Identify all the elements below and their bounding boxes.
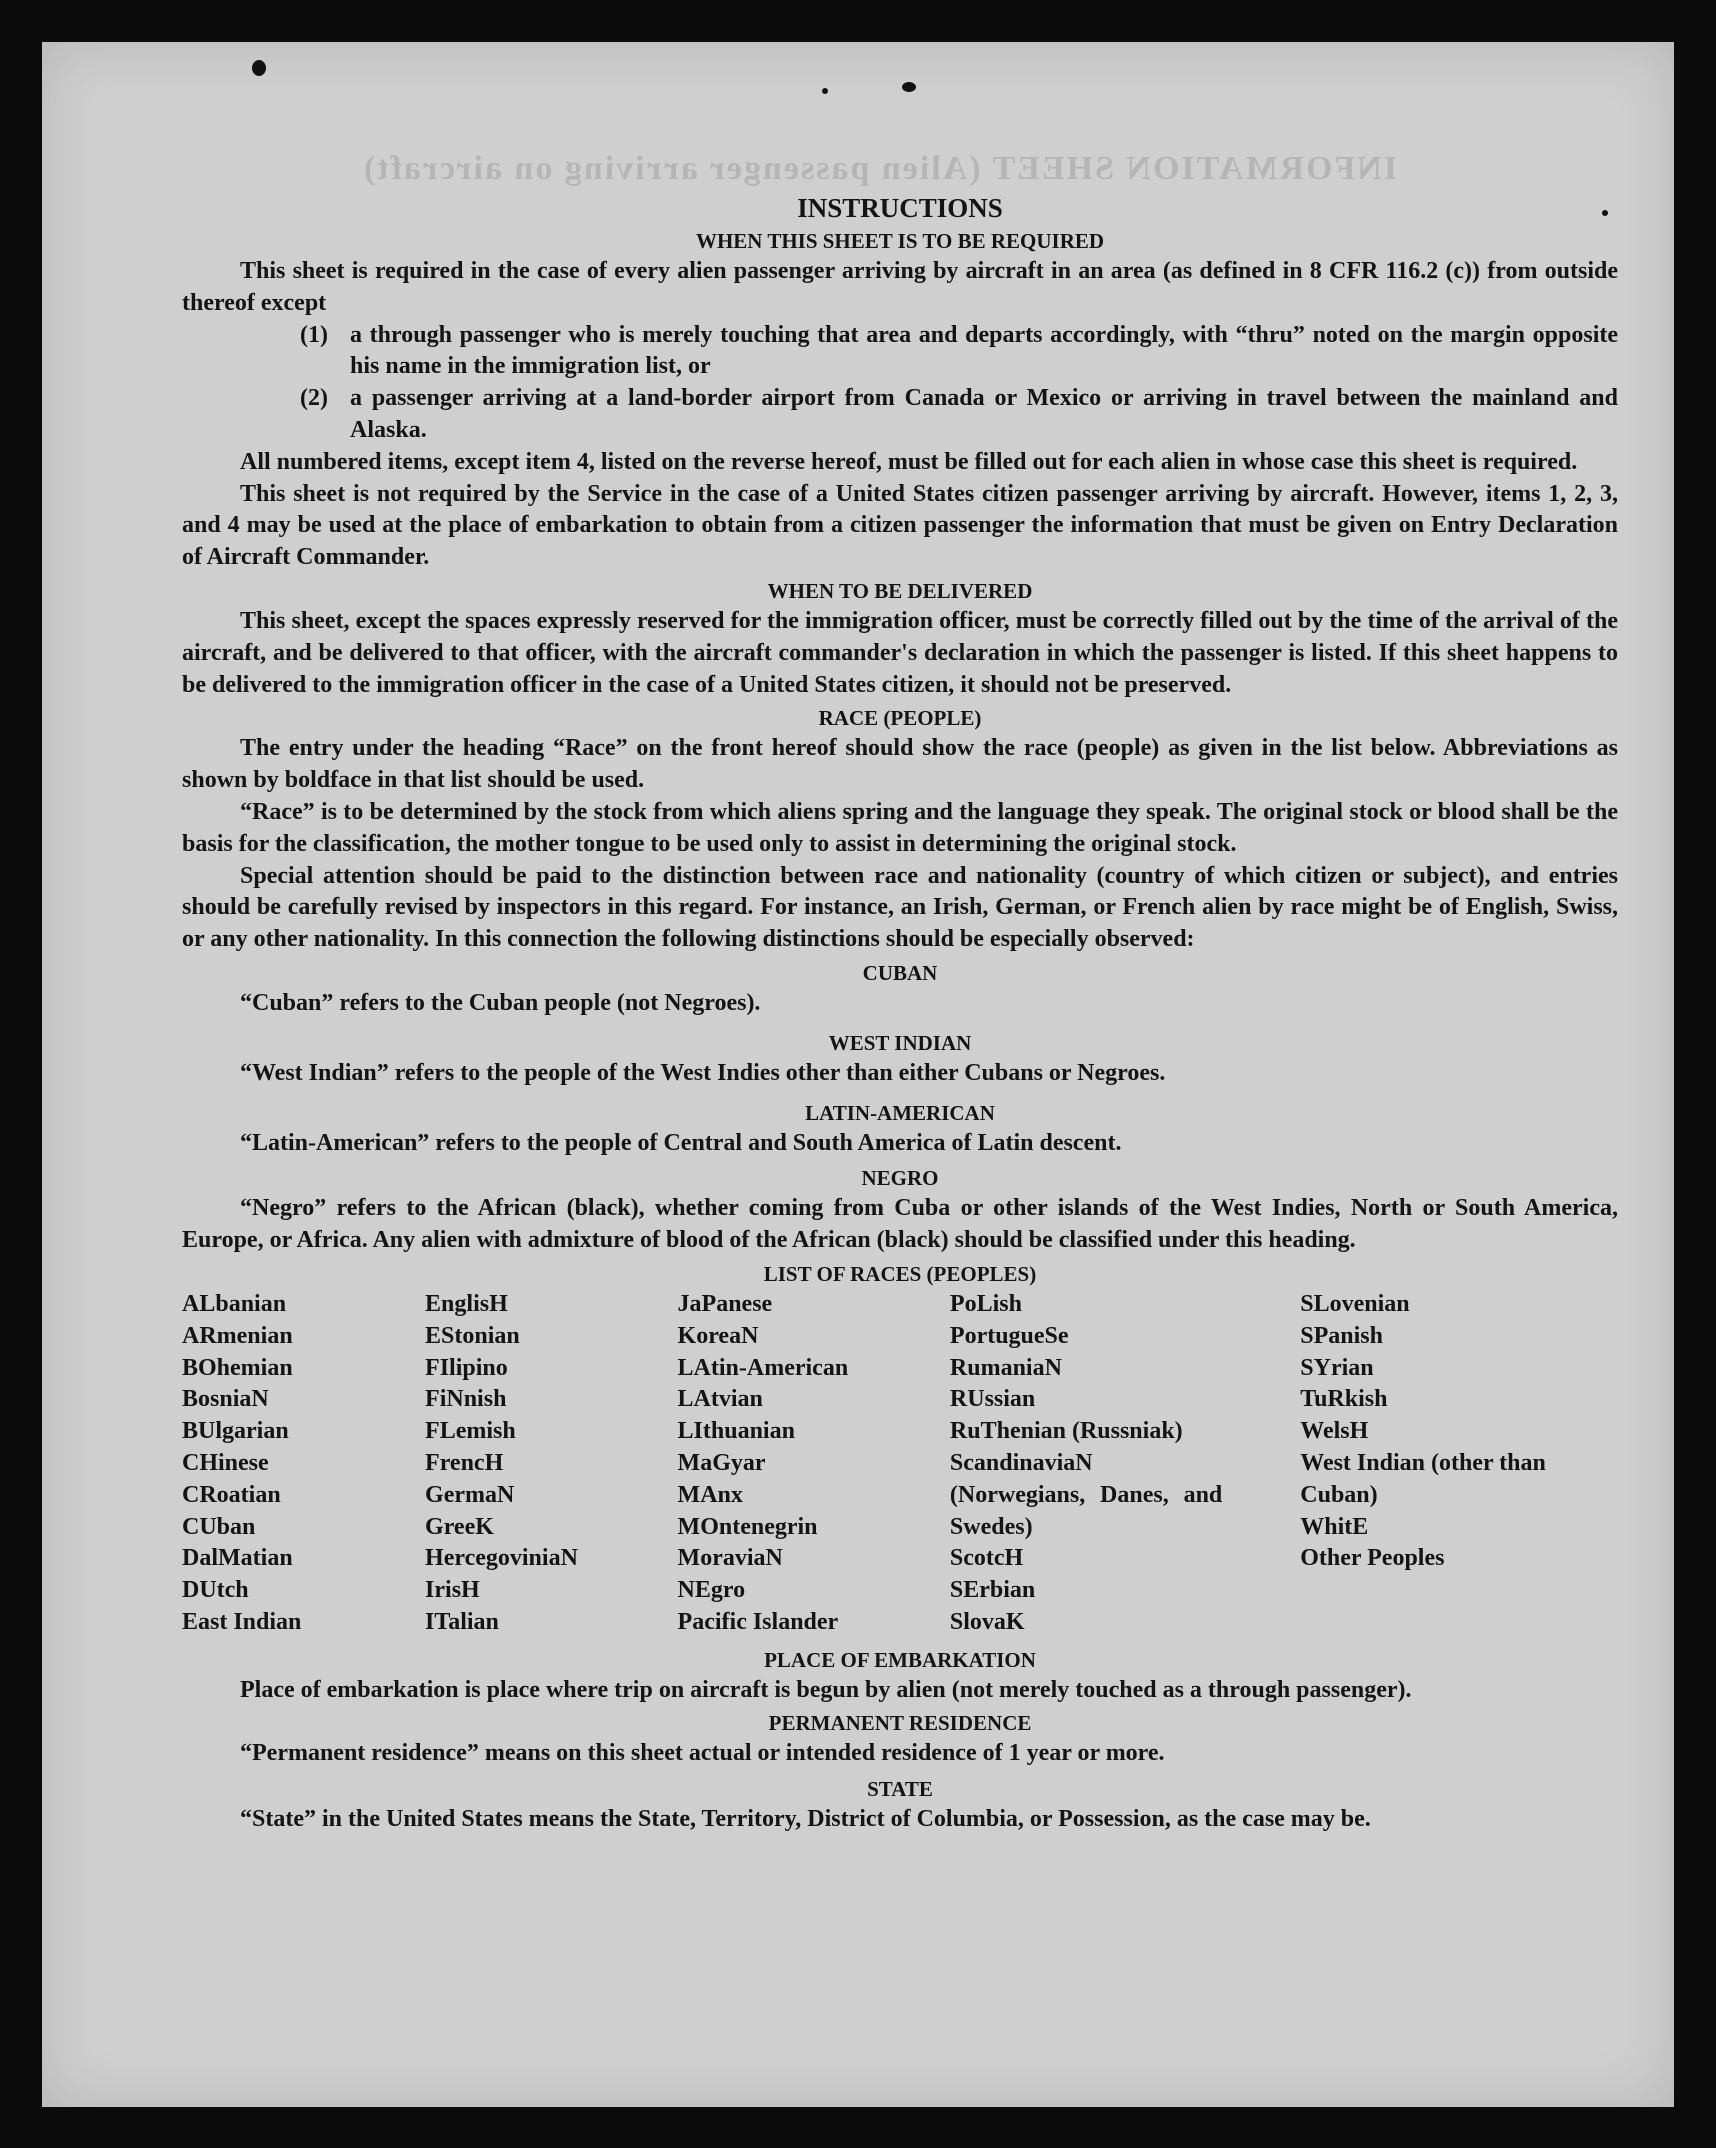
paragraph-numbered-items: All numbered items, except item 4, listed on the reverse hereof, must be filled out for each alien in whose case this sheet is required. xyxy=(240,448,1578,475)
race-entry: DUtch xyxy=(182,1577,249,1604)
race-entry: ITalian xyxy=(425,1608,499,1635)
paragraph-permanent-residence: “Permanent residence” means on this sheet actual or intended residence of 1 year or more. xyxy=(240,1740,1165,1767)
paragraph-citizen: This sheet is not required by the Service in the case of a United States citizen passenger arriving by aircraft. However, items 1, 2, 3, and 4 may be used at the place of embarkation to obtain from a citizen passenger the information that must be given on Entry Declaration of Aircraft Commander. xyxy=(182,480,1618,571)
race-entry: NEgro xyxy=(677,1577,746,1604)
heading-permanent-residence: PERMANENT RESIDENCE xyxy=(768,1711,1032,1736)
heading-when-required: WHEN THIS SHEET IS TO BE REQUIRED xyxy=(695,229,1105,253)
item-number: (2) xyxy=(300,385,328,412)
race-entry: KoreaN xyxy=(677,1322,759,1349)
heading-negro: NEGRO xyxy=(861,1166,939,1191)
race-entry: PortugueSe xyxy=(949,1322,1069,1349)
paragraph-race-3: Special attention should be paid to the distinction between race and nationality (country of which citizen or subject), and entries should be carefully revised by inspectors in this regard. For instance, an Irish, German, or French alien by race might be of English, Swiss, or any other nationality. In this connection the following distinctions should be especially observed: xyxy=(182,862,1618,953)
page-title: INSTRUCTIONS xyxy=(797,193,1003,223)
paragraph-race-2: “Race” is to be determined by the stock from which aliens spring and the language they speak. The original stock or blood shall be the basis for the classification, the mother tongue to be used only to assist in determining the original stock. xyxy=(182,798,1618,857)
race-entry: WhitE xyxy=(1300,1513,1369,1540)
race-entry: SLovenian xyxy=(1300,1290,1410,1317)
paragraph-embarkation: Place of embarkation is place where trip on aircraft is begun by alien (not merely touched as a through passenger). xyxy=(240,1676,1412,1703)
race-entry: RUssian xyxy=(949,1386,1036,1413)
race-entry: GermaN xyxy=(425,1481,515,1508)
heading-list-of-races: LIST OF RACES (PEOPLES) xyxy=(763,1261,1037,1286)
race-entry: EnglisH xyxy=(425,1290,508,1317)
race-entry: EStonian xyxy=(425,1322,520,1349)
paragraph-state: “State” in the United States means the State, Territory, District of Columbia, or Possession, as the case may be. xyxy=(240,1806,1371,1833)
race-entry: MoraviaN xyxy=(677,1545,783,1572)
race-entry: PoLish xyxy=(949,1290,1022,1317)
race-entry: LIthuanian xyxy=(677,1418,795,1445)
race-entry: ALbanian xyxy=(182,1290,287,1317)
race-entry: West Indian (other than Cuban) xyxy=(1300,1449,1546,1508)
race-entry: ScotcH xyxy=(949,1545,1024,1572)
race-entry: RuThenian (Russniak) xyxy=(949,1418,1183,1445)
race-entry: SYrian xyxy=(1300,1354,1374,1381)
race-entry: JaPanese xyxy=(677,1290,773,1317)
race-entry: MOntenegrin xyxy=(677,1513,818,1540)
race-entry: BosniaN xyxy=(182,1386,269,1413)
item-text: a passenger arriving at a land-border airport from Canada or Mexico or arriving in travel between the mainland and Alaska. xyxy=(350,385,1618,443)
race-entry: FIlipino xyxy=(425,1354,508,1381)
race-column-2 xyxy=(425,1289,678,1639)
race-entry: DalMatian xyxy=(182,1545,293,1572)
race-entry: IrisH xyxy=(425,1577,480,1604)
race-entry: East Indian xyxy=(182,1608,302,1635)
race-entry: BUlgarian xyxy=(182,1418,289,1445)
race-list xyxy=(182,1289,1618,1639)
instructions-body xyxy=(182,192,1618,1836)
ink-speck xyxy=(822,88,828,94)
paragraph-delivery: This sheet, except the spaces expressly reserved for the immigration officer, must be correctly filled out by the time of the arrival of the aircraft, and be delivered to that officer, with the aircraft commander's declaration in which the passenger is listed. If this sheet happens to be delivered to the immigration officer in the case of a United States citizen, it should not be preserved. xyxy=(182,607,1618,698)
race-entry: Pacific Islander xyxy=(677,1608,839,1635)
heading-west-indian: WEST INDIAN xyxy=(828,1030,972,1055)
heading-cuban: CUBAN xyxy=(862,960,938,985)
race-entry: FiNnish xyxy=(425,1386,507,1413)
race-entry: LAtvian xyxy=(677,1386,763,1413)
paragraph-negro: “Negro” refers to the African (black), whether coming from Cuba or other islands of the West Indies, North or South America, Europe, or Africa. Any alien with admixture of blood of the African (black) should be classified under this heading. xyxy=(182,1195,1618,1254)
document-page xyxy=(42,42,1674,2107)
race-entry: GreeK xyxy=(425,1513,494,1540)
race-entry: MaGyar xyxy=(677,1449,766,1476)
race-entry: FrencH xyxy=(425,1449,504,1476)
paragraph-latin-american: “Latin-American” refers to the people of Central and South America of Latin descent. xyxy=(240,1129,1122,1156)
race-entry: RumaniaN xyxy=(949,1354,1062,1381)
race-entry: FLemish xyxy=(425,1418,516,1445)
race-column-1 xyxy=(182,1289,425,1639)
race-entry: SErbian xyxy=(949,1577,1036,1604)
exception-item-1 xyxy=(182,320,1618,384)
race-column-3 xyxy=(678,1289,950,1639)
paragraph-west-indian: “West Indian” refers to the people of the West Indies other than either Cubans or Negroes. xyxy=(240,1059,1166,1086)
race-entry: SPanish xyxy=(1300,1322,1383,1349)
paragraph-race-1: The entry under the heading “Race” on the front hereof should show the race (people) as given in the list below. Abbreviations as shown by boldface in that list should be used. xyxy=(182,735,1618,794)
heading-embarkation: PLACE OF EMBARKATION xyxy=(764,1647,1036,1672)
race-entry: WelsH xyxy=(1300,1418,1369,1445)
race-entry: CHinese xyxy=(182,1449,269,1476)
race-entry: TuRkish xyxy=(1300,1386,1388,1413)
race-entry: HercegoviniaN xyxy=(425,1545,578,1572)
heading-latin-american: LATIN-AMERICAN xyxy=(805,1100,995,1125)
race-entry: MAnx xyxy=(677,1481,743,1508)
ink-speck xyxy=(252,60,266,76)
race-entry: Other Peoples xyxy=(1300,1545,1445,1572)
race-entry: ScandinaviaN (Norwegians, Danes, and Swedes) xyxy=(949,1449,1223,1540)
race-entry: LAtin-American xyxy=(677,1354,849,1381)
item-number: (1) xyxy=(300,321,328,348)
heading-race: RACE (PEOPLE) xyxy=(818,706,982,731)
race-column-5 xyxy=(1222,1289,1618,1639)
race-entry: BOhemian xyxy=(182,1354,293,1381)
heading-state: STATE xyxy=(867,1777,933,1802)
race-entry: ARmenian xyxy=(182,1322,293,1349)
bleed-through-text: INFORMATION SHEET (Alien passenger arriving on aircraft) xyxy=(362,150,1398,187)
paragraph-cuban: “Cuban” refers to the Cuban people (not Negroes). xyxy=(240,989,761,1016)
race-entry: CRoatian xyxy=(182,1481,281,1508)
race-entry: SlovaK xyxy=(949,1608,1025,1635)
item-text: a through passenger who is merely touching that area and departs accordingly, with “thru” noted on the margin opposite his name in the immigration list, or xyxy=(350,321,1618,380)
exception-item-2 xyxy=(182,383,1618,447)
paragraph-required-intro: This sheet is required in the case of every alien passenger arriving by aircraft in an area (as defined in 8 CFR 116.2 (c)) from outside thereof except xyxy=(182,258,1618,316)
race-column-4 xyxy=(950,1289,1222,1639)
ink-speck xyxy=(902,82,916,92)
race-entry: CUban xyxy=(182,1513,256,1540)
heading-when-delivered: WHEN TO BE DELIVERED xyxy=(767,578,1033,603)
